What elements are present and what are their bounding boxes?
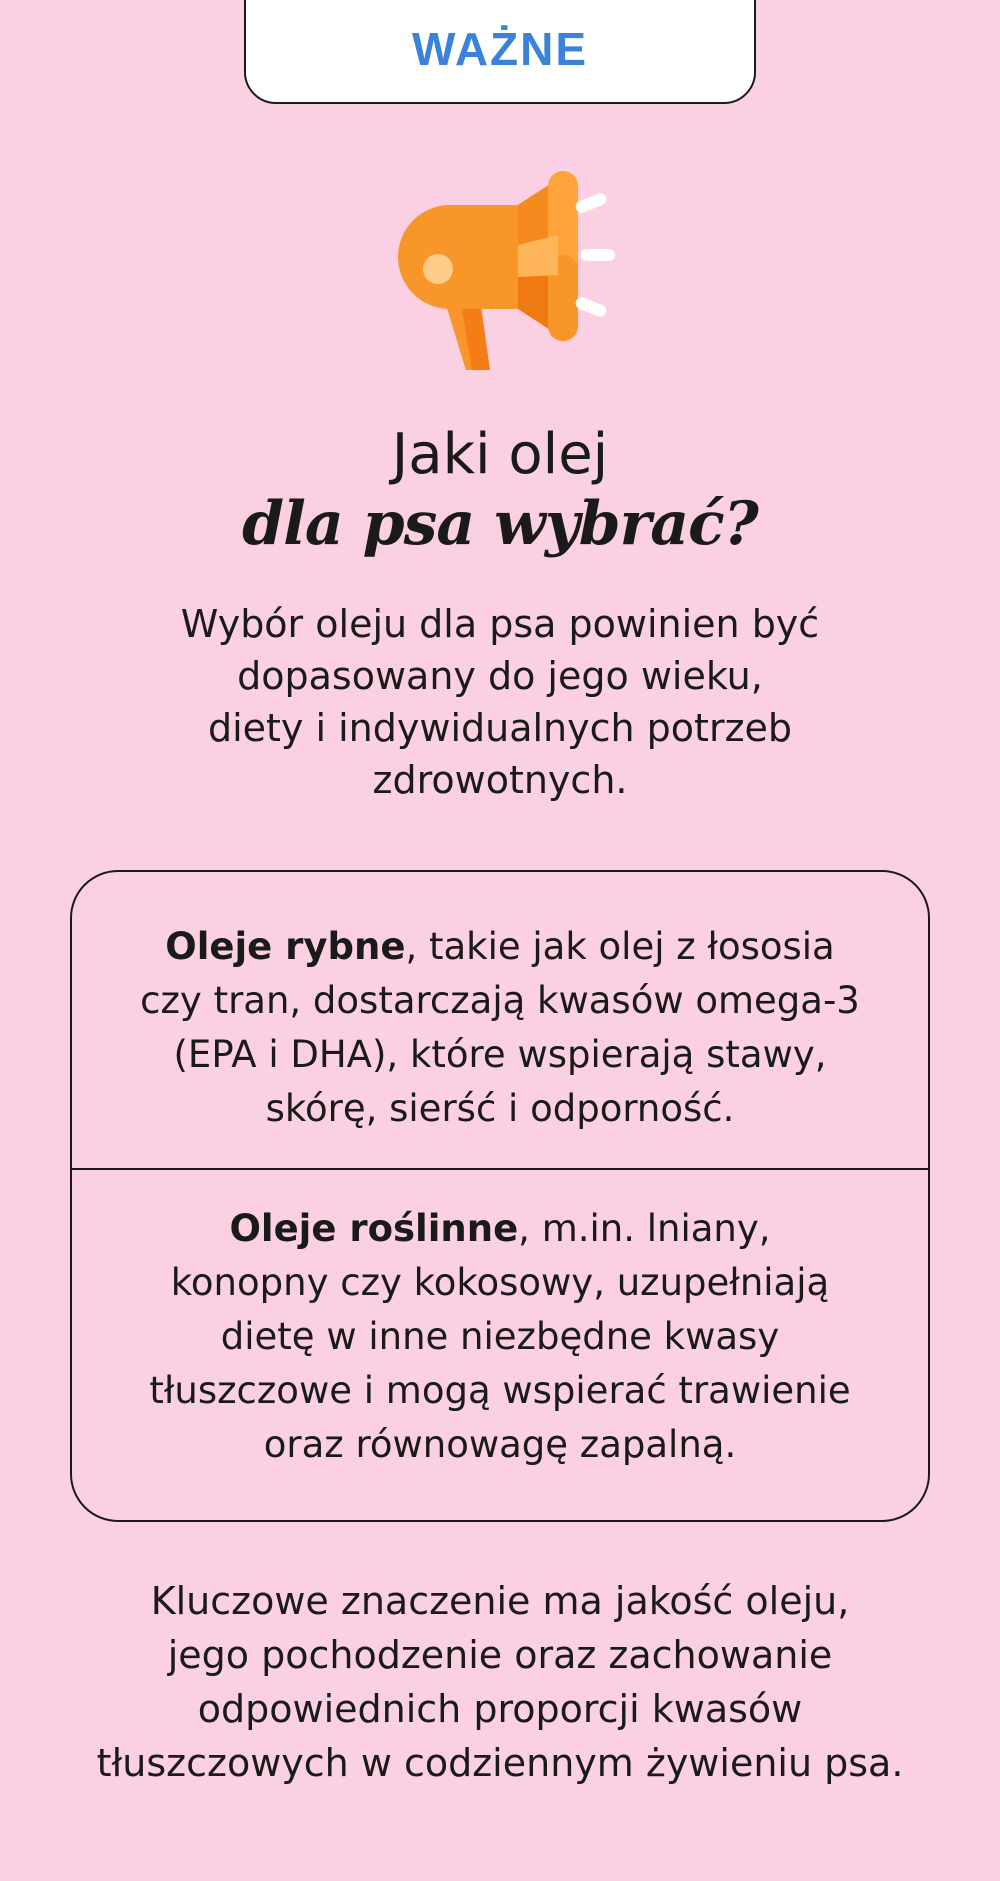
badge-label: WAŻNE xyxy=(411,23,589,75)
fish-oils-heading: Oleje rybne xyxy=(165,925,406,968)
card-divider xyxy=(72,1168,928,1170)
outro-line: Kluczowe znaczenie ma jakość oleju, xyxy=(150,1579,850,1623)
fish-oils-line xyxy=(122,920,878,974)
plant-oils-heading: Oleje roślinne xyxy=(229,1207,519,1250)
fish-oils-line: czy tran, dostarczają kwasów omega-3 xyxy=(140,979,860,1022)
important-badge xyxy=(244,0,756,104)
fish-oils-line: (EPA i DHA), które wspierają stawy, xyxy=(173,1033,827,1076)
intro-line: dopasowany do jego wieku, xyxy=(237,654,763,698)
title-line-1: Jaki olej xyxy=(391,422,609,487)
oil-types-card xyxy=(70,870,930,1522)
plant-oils-line: konopny czy kokosowy, uzupełniają xyxy=(170,1261,830,1304)
plant-oils-section xyxy=(122,1202,878,1472)
megaphone-icon xyxy=(398,165,622,370)
intro-line: zdrowotnych. xyxy=(372,758,628,802)
title-line-2: dla psa wybrać? xyxy=(242,489,758,559)
intro-line: Wybór oleju dla psa powinien być xyxy=(180,602,820,646)
outro-paragraph xyxy=(60,1574,940,1790)
outro-line: odpowiednich proporcji kwasów xyxy=(197,1687,803,1731)
fish-oils-section xyxy=(122,920,878,1136)
plant-oils-line: dietę w inne niezbędne kwasy xyxy=(220,1315,780,1358)
fish-oils-line-rest: , takie jak olej z łososia xyxy=(405,925,835,968)
intro-line: diety i indywidualnych potrzeb xyxy=(207,706,793,750)
plant-oils-line: oraz równowagę zapalną. xyxy=(263,1423,737,1466)
plant-oils-line: tłuszczowe i mogą wspierać trawienie xyxy=(149,1369,851,1412)
outro-line: jego pochodzenie oraz zachowanie xyxy=(167,1633,833,1677)
fish-oils-line: skórę, sierść i odporność. xyxy=(265,1087,735,1130)
intro-paragraph xyxy=(100,598,900,806)
plant-oils-line-rest: , m.in. lniany, xyxy=(518,1207,771,1250)
outro-line: tłuszczowych w codziennym żywieniu psa. xyxy=(96,1741,904,1785)
plant-oils-line xyxy=(122,1202,878,1256)
